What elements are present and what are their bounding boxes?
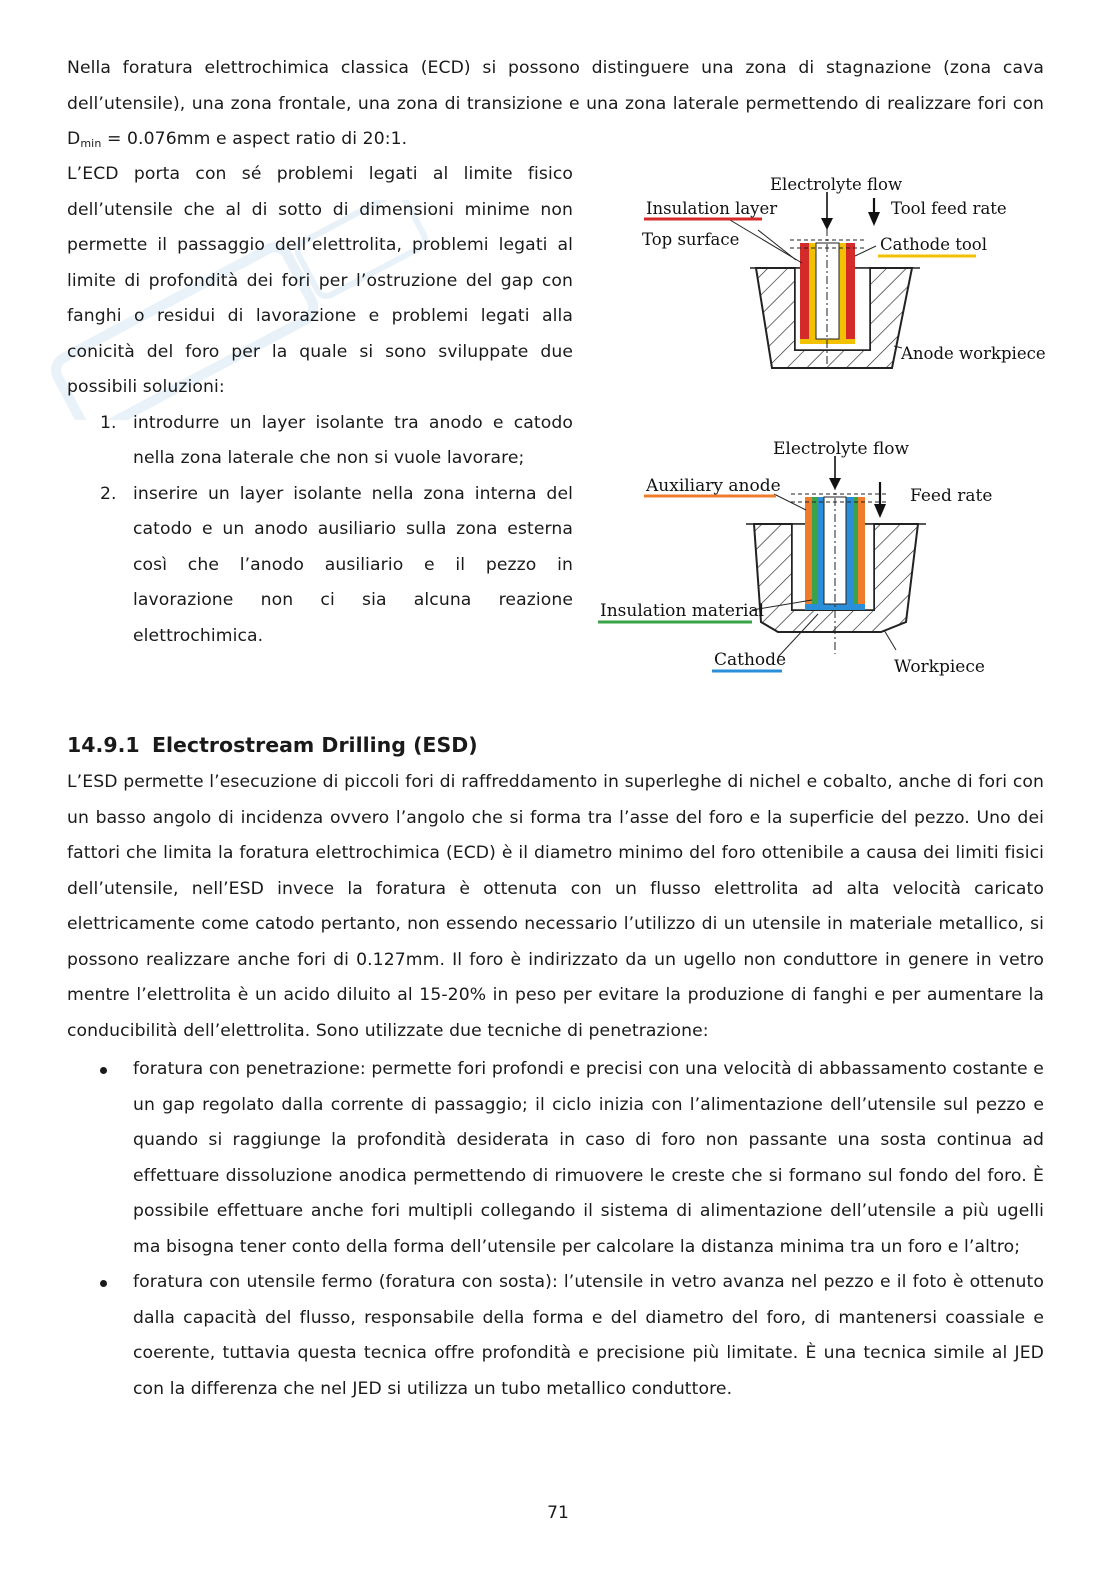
label-electrolyte-flow: Electrolyte flow	[770, 175, 903, 194]
intro-subscript: min	[80, 137, 102, 150]
label-feed-rate: Feed rate	[910, 486, 993, 506]
ecd-insulation-layer-diagram	[630, 168, 1050, 383]
solutions-list	[67, 406, 573, 655]
list-item	[67, 1265, 1044, 1407]
ecd-auxiliary-anode-diagram	[596, 432, 996, 682]
label-cathode-tool: Cathode tool	[880, 235, 988, 254]
list-item	[67, 477, 573, 655]
label-top-surface: Top surface	[642, 230, 740, 249]
bullet-icon	[100, 1280, 107, 1287]
list-item-text: inserire un layer isolante nella zona interna del catodo e un anodo ausiliario sulla zona esterna così che l’anodo ausiliario e il pezzo in lavorazione non ci sia alcuna reazione elettrochimica.	[133, 483, 573, 646]
label-cathode: Cathode	[714, 650, 787, 670]
list-item-text: introdurre un layer isolante tra anodo e catodo nella zona laterale che non si vuole lavorare;	[133, 412, 573, 468]
section-number: 14.9.1	[67, 733, 140, 757]
label-tool-feed-rate: Tool feed rate	[891, 199, 1007, 218]
intro-text-start: Nella foratura elettrochimica classica (ECD) si possono distinguere una zona di stagnazione (zona cava dell’utensile), una zona frontale, una zona di transizione e una zona laterale permettendo di realizzare fori con D	[67, 58, 1044, 149]
insulation-layer-left	[800, 243, 809, 343]
list-item-text: foratura con penetrazione: permette fori profondi e precisi con una velocità di abbassamento costante e un gap regolato dalla corrente di passaggio; il ciclo inizia con l’alimentazione dell’utensile sul pezzo e quando si raggiunge la profondità desiderata in caso di foro non passante una sosta continua ad effettuare dissoluzione anodica permettendo di rimuovere le creste che si formano sul fondo del foro. È possibile effettuare anche fori multipli collegando il sistema di alimentazione dell’utensile a più ugelli ma bisogna tener conto della forma dell’utensile per calcolare la distanza minima tra un foro e l’altro;	[133, 1059, 1044, 1257]
intro-text-end: = 0.076mm e aspect ratio di 20:1.	[101, 129, 408, 149]
page-number: 71	[547, 1503, 569, 1523]
list-item-text: foratura con utensile fermo (foratura con sosta): l’utensile in vetro avanza nel pezzo e il foto è ottenuto dalla capacità del flusso, responsabile della forma e del diametro del foro, di mantenersi coassiale e coerente, tuttavia questa tecnica offre profondità e precisione più limitate. È una tecnica simile al JED con la differenza che nel JED si utilizza un tubo metallico conduttore.	[133, 1272, 1044, 1399]
label-workpiece: Workpiece	[894, 657, 985, 677]
intro-paragraph	[67, 51, 1044, 162]
auxiliary-anode-left	[805, 497, 812, 609]
list-marker: 1.	[100, 412, 117, 433]
esd-paragraph: L’ESD permette l’esecuzione di piccoli fori di raffreddamento in superleghe di nichel e cobalto, anche di fori con un basso angolo di incidenza ovvero l’angolo che si forma tra l’asse del foro e la superficie del pezzo. Uno dei fattori che limita la foratura elettrochimica (ECD) è il diametro minimo del foro ottenibile a causa dei limiti fisici dell’utensile, nell’ESD invece la foratura è ottenuta con un flusso elettrolita ad alta velocità caricato elettricamente come catodo pertanto, non essendo necessario l’utilizzo di un utensile in materiale metallico, si possono realizzare anche fori di 0.127mm. Il foro è indirizzato da un ugello non conduttore in genere in vetro mentre l’elettrolita è un acido diluito al 15-20% in peso per evitare la produzione di fanghi e per aumentare la conducibilità dell’elettrolita. Sono utilizzate due tecniche di penetrazione:	[67, 772, 1044, 1041]
label-electrolyte-flow: Electrolyte flow	[773, 439, 910, 459]
label-insulation-layer: Insulation layer	[646, 199, 778, 218]
list-marker: 2.	[100, 483, 117, 504]
section-heading	[67, 728, 478, 762]
bullet-icon	[100, 1067, 107, 1074]
section-title: Electrostream Drilling (ESD)	[152, 733, 478, 757]
penetration-techniques-list	[67, 1052, 1044, 1407]
label-anode-workpiece: Anode workpiece	[901, 344, 1046, 363]
label-insulation-material: Insulation material	[600, 601, 765, 621]
label-auxiliary-anode: Auxiliary anode	[646, 476, 781, 496]
auxiliary-anode-right	[858, 497, 865, 609]
list-item	[67, 1052, 1044, 1265]
ecd-problems-paragraph: L’ECD porta con sé problemi legati al limite fisico dell’utensile che al di sotto di dimensioni minime non permette il passaggio dell’elettrolita, problemi legati al limite di profondità dei fori per l’ostruzione del gap con fanghi o residui di lavorazione e problemi legati alla conicità del foro per la quale si sono sviluppate due possibili soluzioni:	[67, 164, 573, 397]
insulation-layer-right	[846, 243, 855, 343]
left-column	[67, 157, 573, 654]
list-item	[67, 406, 573, 477]
